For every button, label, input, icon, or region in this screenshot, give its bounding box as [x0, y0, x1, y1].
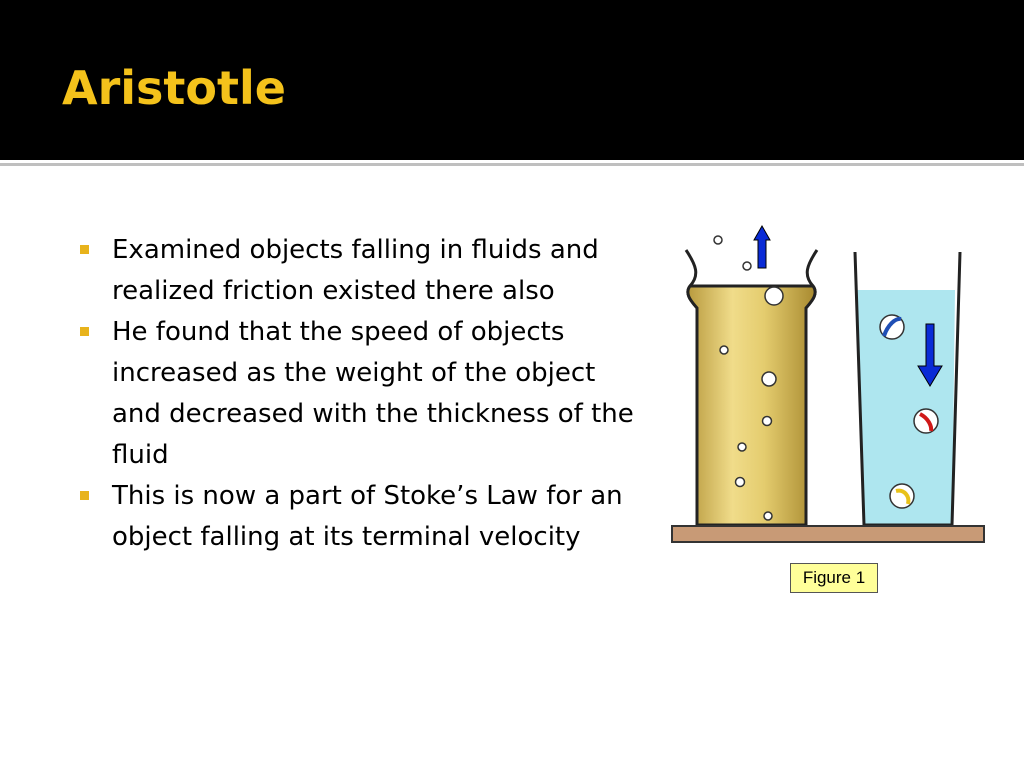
base-board: [672, 526, 984, 542]
bullet-item: [76, 312, 636, 476]
bullet-marker-icon: [80, 491, 89, 500]
bullet-text: Examined objects falling in fluids and realized friction existed there also: [112, 235, 599, 306]
figure-label: Figure 1: [790, 563, 878, 593]
bullet-marker-icon: [80, 327, 89, 336]
up-arrow-icon: [754, 226, 770, 268]
marble-icon: [914, 409, 938, 433]
marble-icon: [880, 315, 904, 339]
bullet-marker-icon: [80, 245, 89, 254]
slide-title: Aristotle: [62, 61, 286, 115]
bullet-item: [76, 476, 636, 558]
title-divider: [0, 163, 1024, 166]
bullet-text: He found that the speed of objects increased as the weight of the object and decreased with the thickness of the fluid: [112, 317, 634, 470]
thick-fluid-cylinder: [686, 250, 817, 525]
fluid-figure: [670, 220, 990, 600]
fluid-figure-illustration: [670, 220, 990, 560]
bullet-list: [76, 230, 636, 558]
thin-fluid-cylinder: [855, 252, 960, 525]
marble-icon: [890, 484, 914, 508]
bullet-text: This is now a part of Stoke’s Law for an object falling at its terminal velocity: [112, 481, 623, 552]
bullet-item: [76, 230, 636, 312]
title-bar: [0, 0, 1024, 160]
